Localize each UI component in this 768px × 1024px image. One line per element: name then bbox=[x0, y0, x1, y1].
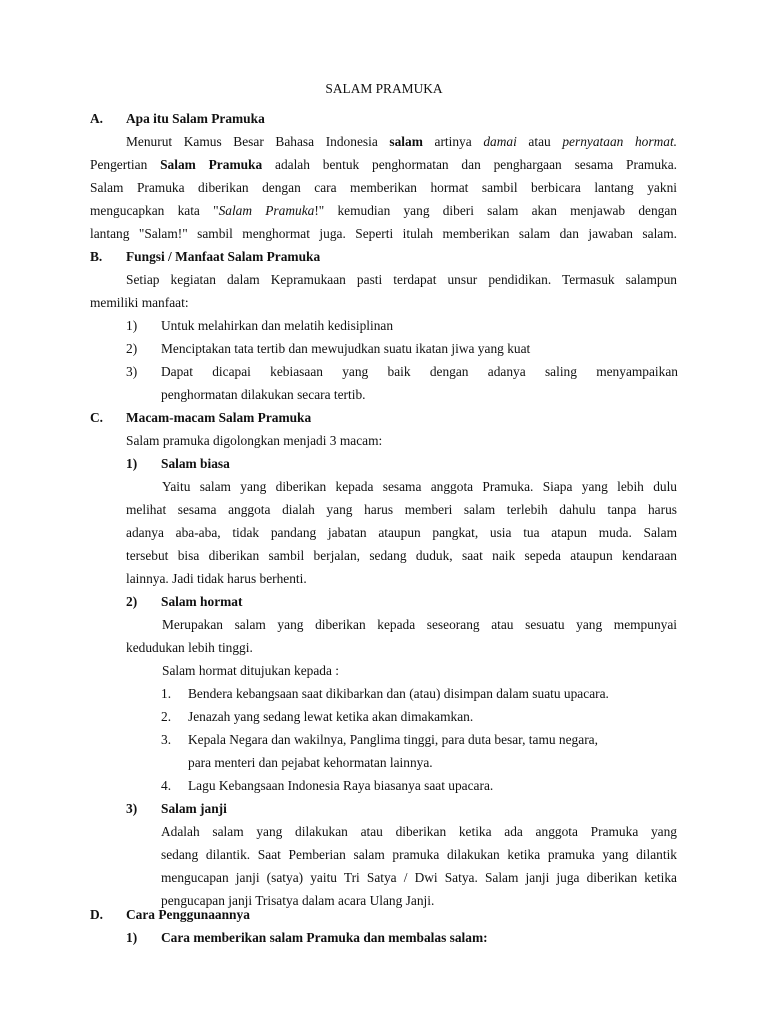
section-letter: A. bbox=[90, 111, 104, 126]
para-line: memiliki manfaat: bbox=[90, 295, 189, 310]
subsection-paragraph: Yaitu salam yang diberikan kepada sesama anggota Pramuka. Siapa yang lebih dulu melihat sesama anggota dialah yang harus memberi salam terlebih dahulu tanpa harus adanya aba-aba, tidak pandang jabatan ataupun pangkat, usia tua atapun muda. Salam tersebut bisa diberikan sambil berjalan, sedang duduk, saat naik sepeda ataupun kendaraan lainnya. Jadi tidak harus berhenti. bbox=[126, 479, 677, 586]
para-line: Salam Pramuka diberikan dengan cara memberikan hormat sambil berbicara lantang yakni bbox=[90, 180, 677, 195]
para-line: Pengertian Salam Pramuka adalah bentuk penghormatan dan penghargaan sesama Pramuka. bbox=[90, 157, 677, 172]
document-page: SALAM PRAMUKA A. Apa itu Salam Pramuka Menurut Kamus Besar Bahasa Indonesia salam artinya damai atau pernyataan hormat. Pengertian Salam Pramuka adalah bentuk penghormatan dan penghargaan sesama Pramuka. Salam Pramuka diberikan dengan cara memberikan hormat sambil berbicara lantang yakni mengucapkan kata "Salam Pramuka!" kemudian yang diberi salam akan menjawab dengan lantang "Salam!" sambil menghormat juga. Seperti itulah memberikan salam dan jawaban salam. B. Fungsi / Manfaat Salam Pramuka Setiap kegiatan dalam Kepramukaan pasti terdapat unsur pendidikan. Termasuk salampun memiliki manfaat: 1) Untuk melahirkan dan melatih kedisiplinan 2) Menciptakan tata tertib dan mewujudkan suatu ikatan jiwa yang kuat 3) Dapat dicapai kebiasaan yang baik dengan adanya saling menyampaikan penghormatan dilakukan secara tertib. C. Macam-macam Salam Pramuka Salam pramuka digolongkan menjadi 3 macam: 1) Salam biasa Yaitu salam yang diberikan kepada sesama anggota Pramuka. Siapa yang lebih dulu melihat sesama anggota dialah yang harus memberi salam terlebih dahulu tanpa harus adanya aba-aba, tidak pandang jabatan ataupun pangkat, usia tua atapun muda. Salam tersebut bisa diberikan sambil berjalan, sedang duduk, saat naik sepeda ataupun kendaraan lainnya. Jadi tidak harus berhenti. 2) Salam hormat Merupakan salam yang diberikan kepada seseorang atau sesuatu yang mempunyai kedudukan lebih tinggi. Salam hormat ditujukan kepada : 1. Bendera kebangsaan saat dikibarkan dan (atau) disimpan dalam suatu upacara. 2. Jenazah yang sedang lewat ketika akan dimakamkan. 3. Kepala Negara dan wakilnya, Panglima tinggi, para duta besar, tamu negara, para menteri dan pejabat kehormatan lainnya. 4. Lagu Kebangsaan Indonesia Raya biasanya saat upacara. 3) Salam janji Adalah salam yang dilakukan atau diberikan ketika ada anggota Pramuka yang sedang dilantik. Saat Pemberian salam pramuka dilakukan ketika pramuka yang dilantik mengucapan janji (satya) yaitu Tri Satya / Dwi Satya. Salam janji juga diberikan ketika pengucapan janji Trisatya dalam acara Ulang Janji. D. Cara Penggunaannya 1) Cara memberikan salam Pramuka dan membalas salam: bbox=[0, 0, 768, 1024]
section-c-heading bbox=[90, 406, 678, 429]
section-title: Apa itu Salam Pramuka bbox=[126, 111, 265, 126]
section-title: Macam-macam Salam Pramuka bbox=[126, 410, 312, 425]
subsection-paragraph: Merupakan salam yang diberikan kepada seseorang atau sesuatu yang mempunyai kedudukan lebih tinggi. Salam hormat ditujukan kepada : bbox=[126, 617, 677, 678]
para-line: lantang "Salam!" sambil menghormat juga. Seperti itulah memberikan salam dan jawaban salam. bbox=[90, 226, 677, 241]
section-b-heading bbox=[90, 245, 678, 268]
section-b-paragraph bbox=[90, 268, 677, 314]
section-a-heading bbox=[90, 107, 678, 130]
section-d-heading bbox=[90, 903, 678, 926]
section-c-intro: Salam pramuka digolongkan menjadi 3 macam: bbox=[126, 433, 383, 448]
section-letter: B. bbox=[90, 249, 103, 264]
section-letter: D. bbox=[90, 907, 104, 922]
section-title: Fungsi / Manfaat Salam Pramuka bbox=[126, 249, 321, 264]
section-letter: C. bbox=[90, 410, 104, 425]
document-title: SALAM PRAMUKA bbox=[325, 81, 443, 96]
para-line: mengucapkan kata "Salam Pramuka!" kemudian yang diberi salam akan menjawab dengan bbox=[90, 203, 678, 218]
section-a-paragraph bbox=[90, 130, 677, 245]
para-line: Setiap kegiatan dalam Kepramukaan pasti terdapat unsur pendidikan. Termasuk salampun bbox=[126, 272, 677, 287]
subsection-paragraph: Adalah salam yang dilakukan atau diberikan ketika ada anggota Pramuka yang sedang dilantik. Saat Pemberian salam pramuka dilakukan ketika pramuka yang dilantik mengucapan janji (satya) yaitu Tri Satya / Dwi Satya. Salam janji juga diberikan ketika pengucapan janji Trisatya dalam acara Ulang Janji. bbox=[161, 824, 677, 908]
section-title: Cara Penggunaannya bbox=[126, 907, 250, 922]
para-line: Menurut Kamus Besar Bahasa Indonesia salam artinya damai atau pernyataan hormat. bbox=[126, 134, 678, 149]
